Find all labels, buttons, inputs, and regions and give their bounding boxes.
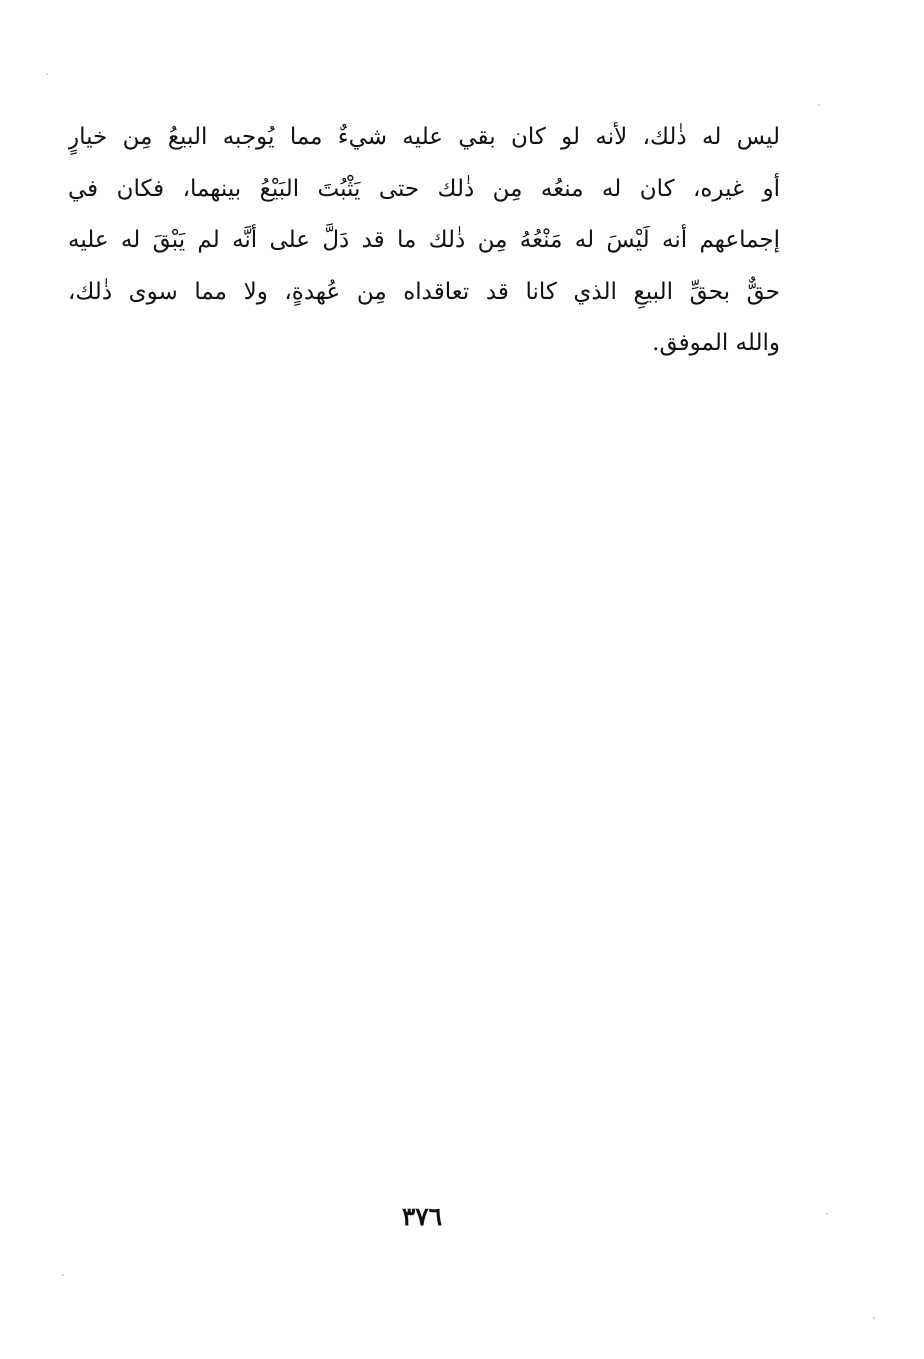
page-number: ٣٧٦ — [401, 1202, 443, 1231]
body-text — [68, 112, 780, 370]
text-line-last: والله الموفق. — [652, 330, 780, 356]
scan-speck — [62, 1274, 64, 1276]
scan-speck — [46, 73, 48, 75]
text-line: أو غيره، كان له منعُه مِن ذٰلك حتى يَثْبُتَ البَيْعُ بينهما، فكان في — [68, 175, 780, 202]
scan-speck — [873, 1317, 875, 1319]
text-line: حقٌّ بحقِّ البيعِ الذي كانا قد تعاقداه مِن عُهدةٍ، ولا مما سوى ذٰلك، — [68, 278, 780, 305]
text-line: ليس له ذٰلك، لأنه لو كان بقي عليه شيءٌ مما يُوجبه البيعُ مِن خيارٍ — [68, 124, 780, 150]
scan-speck — [826, 1213, 828, 1215]
text-line: إجماعهم أنه لَيْسَ له مَنْعُهُ مِن ذٰلك ما قد دَلَّ على أنَّه لم يَبْقَ له عليه — [68, 227, 780, 253]
scan-speck — [818, 104, 820, 106]
